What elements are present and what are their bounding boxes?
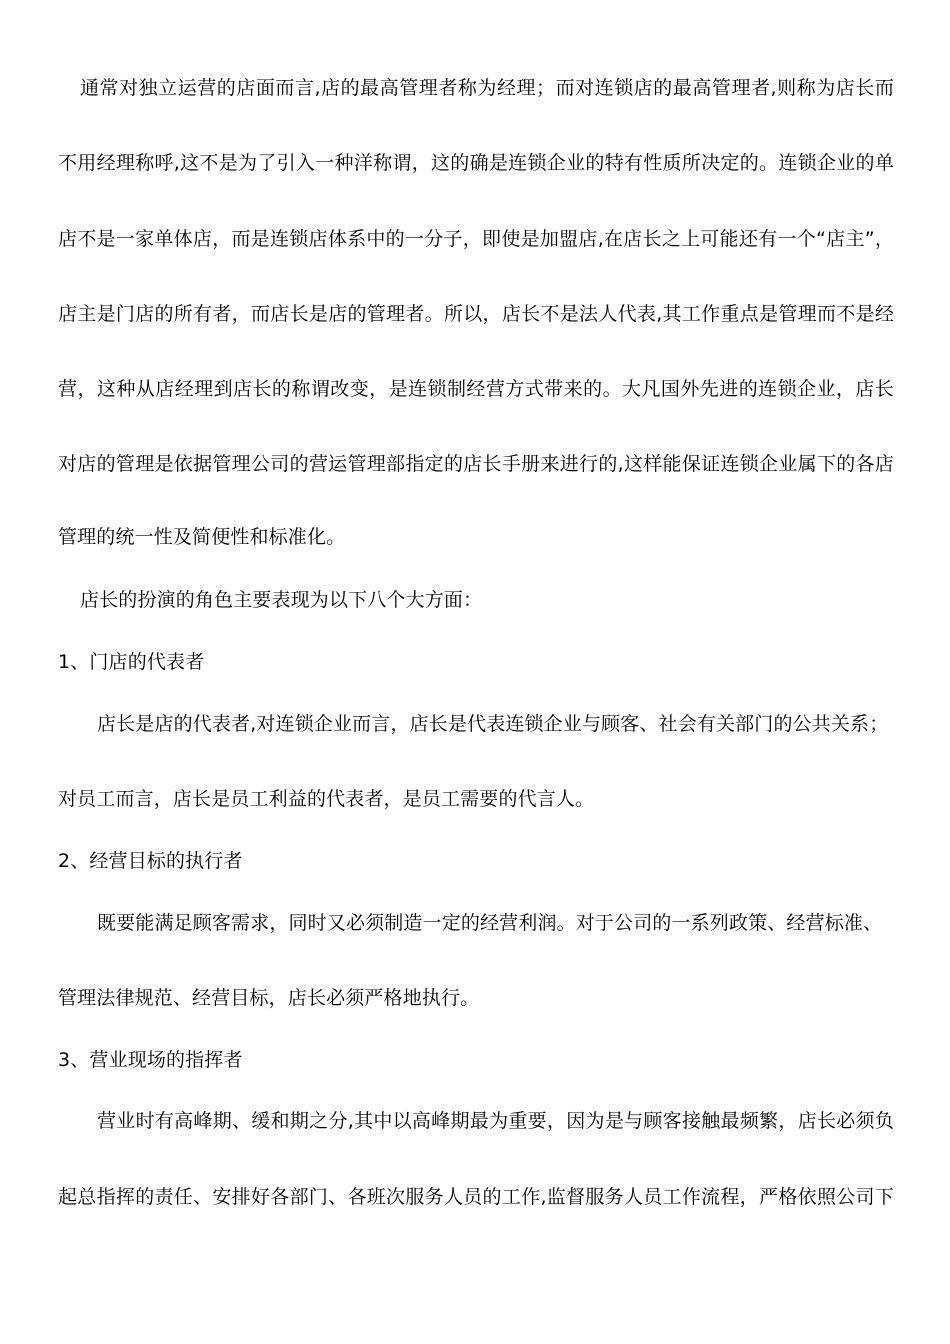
- intro-line-7: 管理的统一性及简便性和标准化。: [58, 526, 346, 548]
- section-1-line-2: 对员工而言，店长是员工利益的代表者，是员工需要的代言人。: [58, 788, 595, 810]
- section-heading-3: 3、营业现场的指挥者: [58, 1049, 243, 1071]
- section-1-line-1: 店长是店的代表者,对连锁企业而言，店长是代表连锁企业与顾客、社会有关部门的公共关系；: [97, 713, 889, 735]
- intro-line-5: 营，这种从店经理到店长的称谓改变，是连锁制经营方式带来的。大凡国外先进的连锁企业，店长: [58, 378, 894, 400]
- section-heading-2: 2、经营目标的执行者: [58, 850, 243, 872]
- section-heading-1: 1、门店的代表者: [58, 651, 205, 673]
- roles-intro: 店长的扮演的角色主要表现为以下八个大方面：: [80, 589, 483, 611]
- intro-line-3: 店不是一家单体店，而是连锁店体系中的一分子，即使是加盟店,在店长之上可能还有一个“店主”，: [58, 228, 894, 250]
- intro-line-6: 对店的管理是依据管理公司的营运管理部指定的店长手册来进行的,这样能保证连锁企业属下的各店: [58, 453, 894, 475]
- intro-line-2: 不用经理称呼,这不是为了引入一种洋称谓，这的确是连锁企业的特有性质所决定的。连锁企业的单: [58, 152, 894, 174]
- section-2-line-1: 既要能满足顾客需求，同时又必须制造一定的经营利润。对于公司的一系列政策、经营标准、: [97, 912, 883, 934]
- section-2-line-2: 管理法律规范、经营目标，店长必须严格地执行。: [58, 987, 480, 1009]
- section-3-line-1: 营业时有高峰期、缓和期之分,其中以高峰期最为重要，因为是与顾客接触最频繁，店长必须负: [97, 1110, 894, 1132]
- intro-line-4: 店主是门店的所有者，而店长是店的管理者。所以，店长不是法人代表,其工作重点是管理而不是经: [58, 303, 894, 325]
- section-3-line-2: 起总指挥的责任、安排好各部门、各班次服务人员的工作,监督服务人员工作流程，严格依照公司下: [58, 1186, 894, 1208]
- intro-line-1: 通常对独立运营的店面而言,店的最高管理者称为经理；而对连锁店的最高管理者,则称为店长而: [80, 77, 894, 99]
